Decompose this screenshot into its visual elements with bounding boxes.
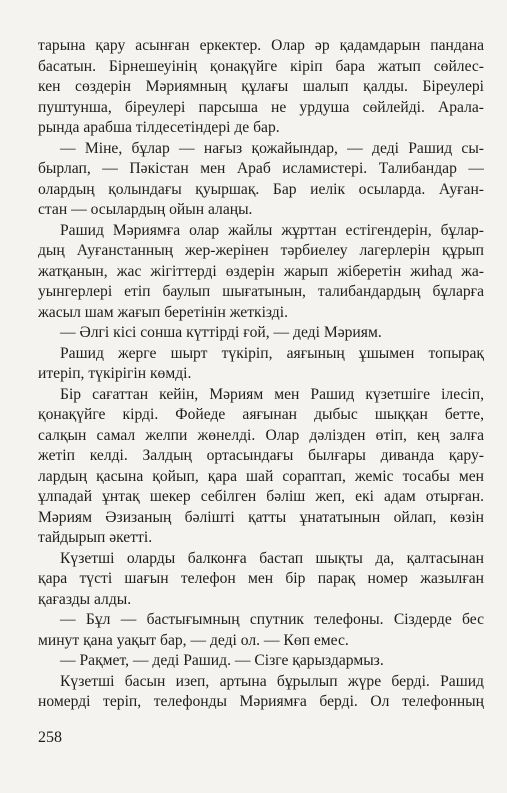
text-line: кен сөздерін Мәриямның құлағы шалып қалды. Біреулері [38, 78, 484, 95]
text-line: ұлпадай ұнтақ шекер себілген бәліш жеп, екі адам отырған. [38, 488, 484, 505]
text-line: тарына қару асынған еркектер. Олар әр қадамдарын пандана [38, 37, 484, 54]
text-line: қағазды алды. [38, 590, 132, 608]
text-line: бырлап, — Пәкістан мен Араб исламистері. Талибандар — [38, 160, 484, 177]
text-line: қонақүйге кірді. Фойеде аяғынан дыбыс шыққан бетте, [38, 406, 484, 423]
text-line: Рашид жерге шырт түкіріп, аяғының ұшымен топырақ [60, 344, 484, 362]
text-line: — Рақмет, — деді Рашид. — Сізге қарыздармыз. [60, 652, 384, 669]
text-line: Күзетші оларды балконға бастап шықты да, қалтасынан [60, 549, 484, 567]
text-line: Мәриям Әзизаның бәлішті қатты ұнататынын ойлап, көзін [38, 508, 484, 526]
text-line: минут қана уақыт бар, — деді ол. — Көп емес. [38, 631, 349, 649]
text-line: дың Ауғанстанның жер-жерінен тәрбиелеу лагерлерін құрып [38, 242, 484, 259]
text-line: олардың қолындағы қуыршақ. Бар иелік осыларда. Ауған- [38, 180, 484, 198]
text-line: итеріп, түкірігін көмді. [38, 365, 192, 382]
text-line: Бір сағаттан кейін, Мәриям мен Рашид күзетшіге ілесіп, [60, 385, 484, 403]
text-line: уынгерлері етіп баулып шығатынын, талибандардың бұларға [38, 283, 484, 300]
text-line: Күзетші басын изеп, артына бұрылып жүре берді. Рашид [60, 672, 484, 690]
text-line: басатын. Бірнешеуінің қонақүйге кіріп бара жатып сөйлес- [38, 57, 484, 75]
text-line: пуштунша, біреулері парсыша не урдуша сөйлейді. Арала- [38, 98, 484, 116]
body-text [38, 36, 484, 713]
text-line: тайдырып әкетті. [38, 529, 153, 546]
page-number: 258 [38, 729, 62, 746]
text-line: стан — осылардың ойын алаңы. [38, 201, 253, 218]
text-line: — Әлгі кісі сонша күттірді ғой, — деді Мәриям. [60, 324, 382, 341]
text-line: номерді теріп, телефонды Мәриямға берді. Ол телефонның [38, 693, 484, 710]
text-line: — Міне, бұлар — нағыз қожайындар, — деді Рашид сы- [60, 139, 484, 157]
text-line: жатқанын, жас жігіттерді өздерін жарып жіберетін жиһад жа- [38, 262, 484, 280]
text-line: Рашид Мәриямға олар жайлы жұрттан естігендерін, бұлар- [60, 221, 484, 239]
text-line: жетіп келді. Залдың ортасындағы былғары диванда қару- [38, 447, 484, 464]
text-line: — Бұл — бастығымның спутник телефоны. Сіздерде бес [60, 611, 484, 628]
text-line: жасыл шам жағып беретінін жеткізді. [38, 303, 288, 321]
text-line: рында арабша тілдесетіндері де бар. [38, 119, 280, 136]
text-line: лардың қасына қойып, қара шай сораптап, жеміс тосабы мен [38, 467, 484, 485]
text-line: қара түсті шағын телефон мен бір парақ номер жазылған [38, 570, 484, 587]
text-line: салқын самал желпи жөнелді. Олар дәлізден өтіп, кең залға [38, 426, 484, 444]
